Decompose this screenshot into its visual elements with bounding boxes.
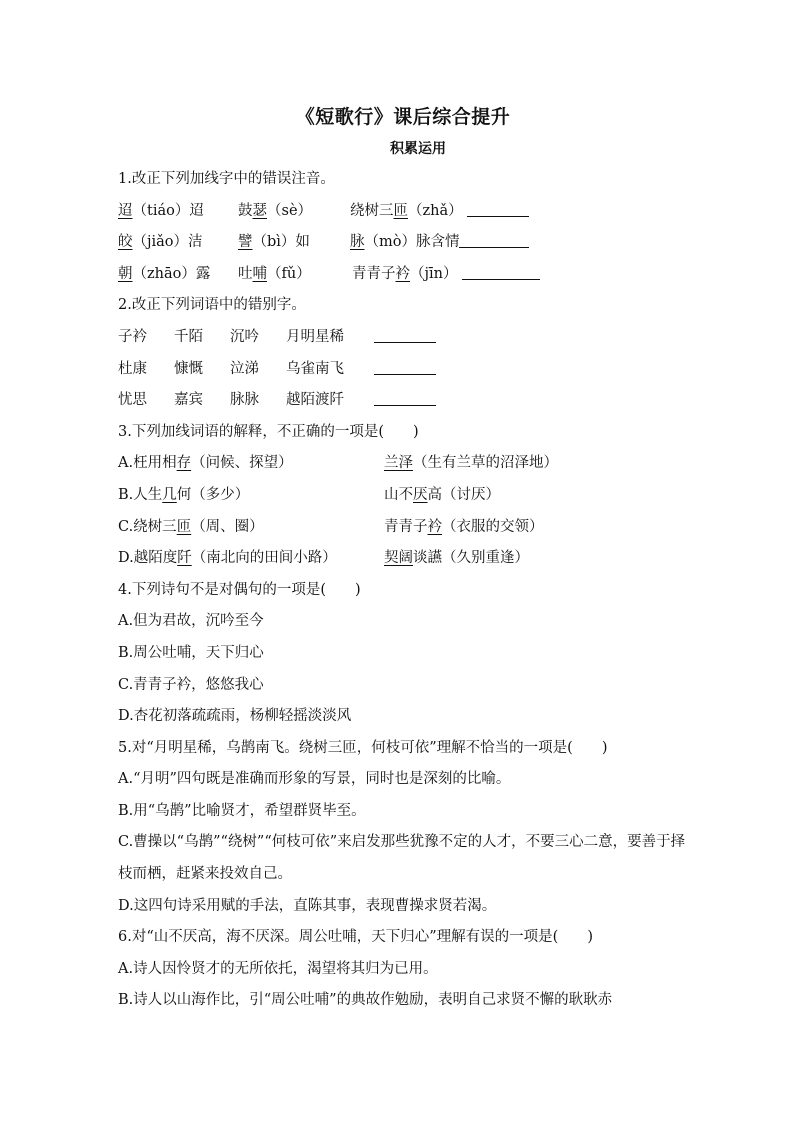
q1-item: 朝（zhāo）露 xyxy=(118,265,211,282)
q2-word: 脉脉 xyxy=(230,392,259,409)
q4-option-c: C.青青子衿，悠悠我心 xyxy=(118,676,264,693)
q1-item: 脉（mò）脉含情 xyxy=(350,227,529,259)
q1-item: 绕树三匝（zhǎ） xyxy=(350,196,529,228)
q5-option-d: D.这四句诗采用赋的手法，直陈其事，表现曹操求贤若渴。 xyxy=(118,897,497,914)
q2-word: 千陌 xyxy=(174,328,203,345)
q3-option-a: A.枉用相存（问候、探望） 兰泽（生有兰草的沼泽地） xyxy=(118,455,558,472)
q1-item: 皎（jiǎo）洁 xyxy=(118,234,203,251)
q2-word: 子衿 xyxy=(118,328,147,345)
q2-row-2 xyxy=(118,354,688,386)
question-2-stem: 2.改正下列词语中的错别字。 xyxy=(118,297,306,314)
question-3-stem: 3.下列加线词语的解释，不正确的一项是( ) xyxy=(118,423,419,440)
q4-option-d: D.杏花初落疏疏雨，杨柳轻摇淡淡风 xyxy=(118,708,352,725)
q1-row-1 xyxy=(118,196,688,228)
q2-word: 沉吟 xyxy=(230,328,259,345)
q4-option-b: B.周公吐哺，天下归心 xyxy=(118,644,264,661)
q3-option-b: B.人生几何（多少） 山不厌高（讨厌） xyxy=(118,486,500,503)
q2-word: 越陌渡阡 xyxy=(286,392,344,409)
answer-blank[interactable] xyxy=(459,231,529,248)
document-page xyxy=(118,100,688,1017)
question-6-stem: 6.对“山不厌高，海不厌深。周公吐哺，天下归心”理解有误的一项是( ) xyxy=(118,929,593,946)
q1-item: 鼓瑟（sè） xyxy=(238,202,313,219)
q2-word: 杜康 xyxy=(118,360,147,377)
document-title: 《短歌行》课后综合提升 xyxy=(295,106,511,128)
q5-option-a: A.“月明”四句既是准确而形象的写景，同时也是深刻的比喻。 xyxy=(118,771,511,788)
q1-item: 譬（bì）如 xyxy=(238,234,310,251)
answer-blank[interactable] xyxy=(374,389,436,406)
q5-option-c: C.曹操以“乌鹊”“绕树”“何枝可依”来启发那些犹豫不定的人才，不要三心二意，要善于择枝而栖，赶紧来投效自己。 xyxy=(118,834,686,883)
q2-word: 月明星稀 xyxy=(286,328,344,345)
q3-option-c: C.绕树三匝（周、圈） 青青子衿（衣服的交领） xyxy=(118,518,544,535)
q6-option-a: A.诗人因怜贤才的无所依托，渴望将其归为已用。 xyxy=(118,960,438,977)
q1-row-2 xyxy=(118,227,688,259)
q6-option-b: B.诗人以山海作比，引“周公吐哺”的典故作勉励，表明自己求贤不懈的耿耿赤 xyxy=(118,992,613,1009)
q1-item: 青青子衿（jīn） xyxy=(352,259,540,291)
q3-option-d: D.越陌度阡（南北向的田间小路） 契阔谈讌（久别重逢） xyxy=(118,550,529,567)
section-heading: 积累运用 xyxy=(390,141,446,157)
q2-row-3 xyxy=(118,385,688,417)
answer-blank[interactable] xyxy=(467,200,529,217)
q1-row-3 xyxy=(118,259,688,291)
q5-option-b: B.用“乌鹊”比喻贤才，希望群贤毕至。 xyxy=(118,802,366,819)
answer-blank[interactable] xyxy=(374,358,436,375)
answer-blank[interactable] xyxy=(462,263,540,280)
q2-word: 忧思 xyxy=(118,392,147,409)
q4-option-a: A.但为君故，沉吟至今 xyxy=(118,613,264,630)
q2-word: 泣涕 xyxy=(230,360,259,377)
question-5-stem: 5.对“月明星稀，乌鹊南飞。绕树三匝，何枝可依”理解不恰当的一项是( ) xyxy=(118,739,608,756)
q2-word: 嘉宾 xyxy=(174,392,203,409)
q2-word: 慷慨 xyxy=(174,360,203,377)
q2-word: 乌雀南飞 xyxy=(286,360,344,377)
question-4-stem: 4.下列诗句不是对偶句的一项是( ) xyxy=(118,581,361,598)
q1-item: 吐哺（fǔ） xyxy=(238,265,311,282)
question-1-stem: 1.改正下列加线字中的错误注音。 xyxy=(118,171,335,187)
q2-row-1 xyxy=(118,322,688,354)
answer-blank[interactable] xyxy=(374,326,436,343)
q1-item: 迢（tiáo）迢 xyxy=(118,202,204,219)
